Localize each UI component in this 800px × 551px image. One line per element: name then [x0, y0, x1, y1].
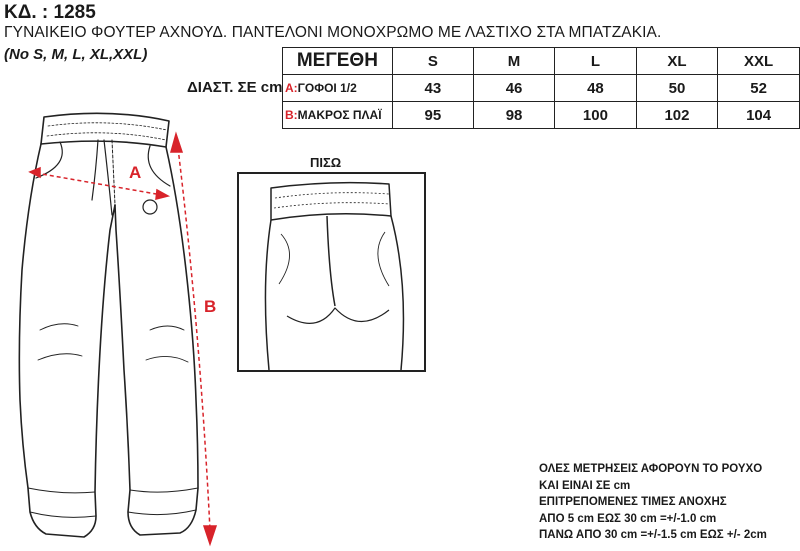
table-cell: 46: [473, 75, 554, 102]
table-cell: 50: [636, 75, 718, 102]
dimensions-unit-label: ΔΙΑΣΤ. ΣΕ cm: [187, 79, 283, 96]
row-letter-a: A:: [285, 81, 298, 95]
back-waistband: [271, 183, 391, 220]
left-leg-outline: [19, 144, 115, 537]
table-cell: 95: [392, 102, 473, 129]
product-code: ΚΔ. : 1285: [4, 2, 96, 23]
table-cell: 98: [473, 102, 554, 129]
note-line: ΠΑΝΩ ΑΠΟ 30 cm =+/-1.5 cm ΕΩΣ +/- 2cm: [539, 529, 767, 542]
table-cell: 43: [392, 75, 473, 102]
row-name-hips: ΓΟΦΟΙ 1/2: [297, 81, 357, 95]
back-right-side: [391, 216, 403, 370]
size-col-m: M: [473, 48, 554, 75]
note-line: ΕΠΙΤΡΕΠΟΜΕΝΕΣ ΤΙΜΕΣ ΑΝΟΧΗΣ: [539, 496, 727, 509]
row-name-side-length: ΜΑΚΡΟΣ ΠΛΑΪ: [297, 108, 382, 122]
back-pants-drawing: [239, 174, 424, 370]
back-view-box: [237, 172, 426, 372]
back-left-side: [265, 220, 271, 370]
size-header: ΜΕΓΕΘΗ: [283, 48, 393, 75]
table-cell: 48: [555, 75, 637, 102]
back-view-label: ΠΙΣΩ: [310, 155, 342, 170]
size-col-s: S: [392, 48, 473, 75]
measure-b-arrow-bottom: [204, 526, 216, 544]
measure-b-label: B: [204, 297, 217, 316]
measure-a-label: A: [129, 163, 142, 182]
table-cell: 52: [718, 75, 800, 102]
size-col-xxl: XXL: [718, 48, 800, 75]
size-col-l: L: [555, 48, 637, 75]
measurement-notes: [539, 461, 767, 544]
measure-a-arrow-right: [156, 190, 168, 199]
table-cell: 100: [555, 102, 637, 129]
note-line: ΟΛΕΣ ΜΕΤΡΗΣΕΙΣ ΑΦΟΡΟΥΝ ΤΟ ΡΟΥΧΟ: [539, 463, 763, 475]
note-line: ΑΠΟ 5 cm ΕΩΣ 30 cm =+/-1.0 cm: [539, 512, 717, 525]
measure-b-arrow-top: [171, 134, 182, 152]
table-cell: 104: [718, 102, 800, 129]
available-sizes: (No S, M, L, XL,XXL): [4, 46, 148, 63]
product-description: ΓΥΝΑΙΚΕΙΟ ΦΟΥΤΕΡ ΑΧΝΟΥΔ. ΠΑΝΤΕΛΟΝΙ ΜΟΝΟΧΡΩΜΟ ΜΕ ΛΑΣΤΙΧΟ ΣΤΑ ΜΠΑΤΖΑΚΙΑ.: [4, 24, 662, 41]
note-line: ΚΑΙ ΕΙΝΑΙ ΣΕ cm: [539, 479, 631, 492]
row-letter-b: B:: [285, 108, 298, 122]
size-col-xl: XL: [636, 48, 718, 75]
table-cell: 102: [636, 102, 718, 129]
back-seam: [327, 216, 335, 306]
